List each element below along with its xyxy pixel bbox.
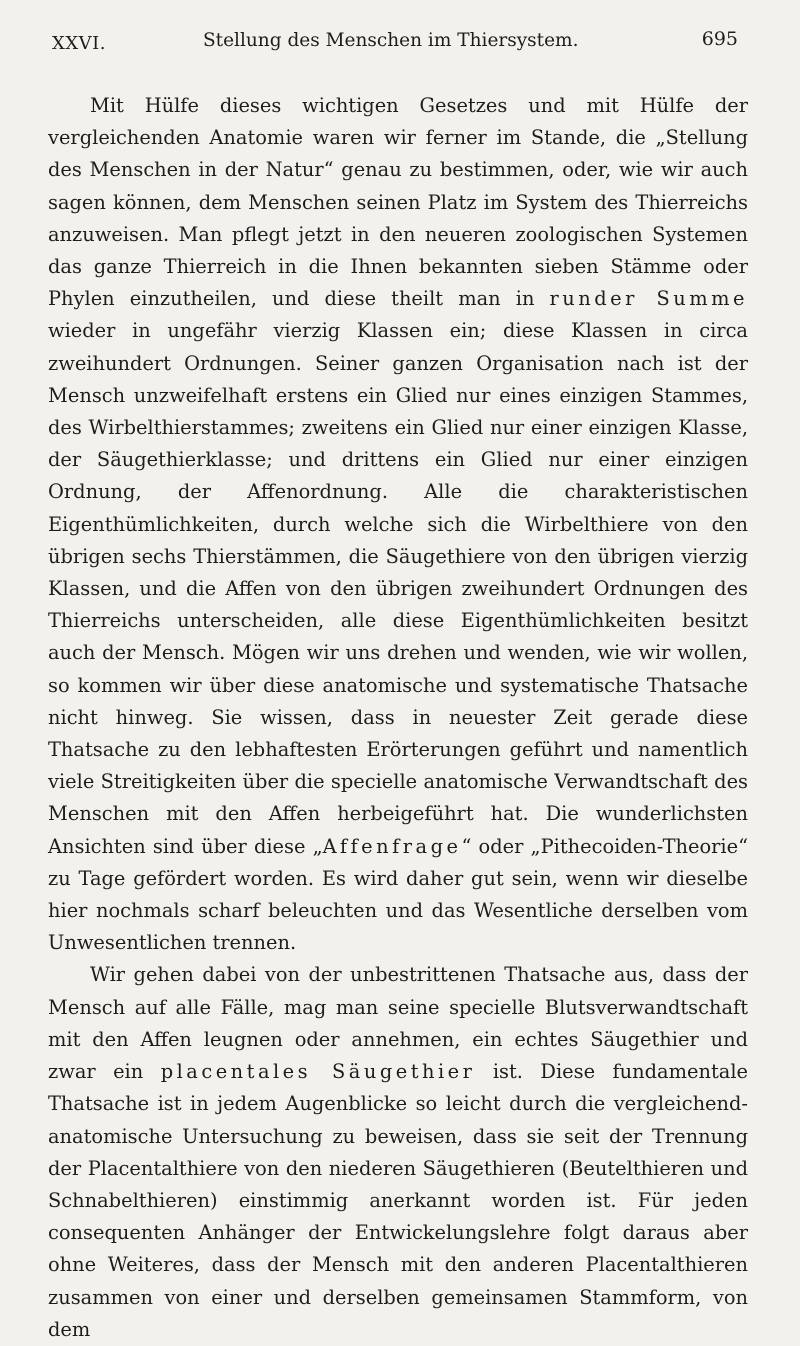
text-segment: Mit Hülfe dieses wichtigen Gesetzes und mit Hülfe der vergleichenden Anatomie waren wir ferner im Stande, die „Stellung des Menschen in der Natur“ genau zu bestimmen, oder, wie wir auch sagen können, dem Menschen seinen Platz im System des Thierreichs anzuweisen. Man pflegt jetzt in den neueren zoologischen Systemen das ganze Thierreich in die Ihnen bekannten sieben Stämme oder Phylen einzutheilen, und diese theilt man in: [48, 94, 748, 311]
running-title: Stellung des Menschen im Thiersystem.: [203, 30, 579, 51]
text-segment: ist. Diese fundamentale Thatsache ist in jedem Augenblicke so leicht durch die vergleichend-anatomische Untersuchung zu beweisen, dass sie seit der Trennung der Placentalthiere von den niederen Säugethieren (Beutelthieren und Schnabelthieren) einstimmig anerkannt worden ist. Für jeden consequenten Anhänger der Entwickelungslehre folgt daraus aber ohne Weiteres, dass der Mensch mit den anderen Placentalthieren zusammen von einer und derselben gemeinsamen Stammform, von dem: [48, 1060, 748, 1341]
text-segment: wieder in ungefähr vierzig Klassen ein; diese Klassen in circa zweihundert Ordnungen. Seiner ganzen Organisation nach ist der Mensch unzweifelhaft erstens ein Glied nur eines einzigen Stammes, des Wirbelthierstammes; zweitens ein Glied nur einer einzigen Klasse, der Säugethierklasse; und drittens ein Glied nur einer einzigen Ordnung, der Affenordnung. Alle die charakteristischen Eigenthümlichkeiten, durch welche sich die Wirbelthiere von den übrigen sechs Thierstämmen, die Säugethiere von den übrigen vierzig Klassen, und die Affen von den übrigen zweihundert Ordnungen des Thierreichs unterscheiden, alle diese Eigenthümlichkeiten besitzt auch der Mensch. Mögen wir uns drehen und wenden, wie wir wollen, so kommen wir über diese anatomische und systematische Thatsache nicht hinweg. Sie wissen, dass in neuester Zeit gerade diese Thatsache zu den lebhaftesten Erörterungen geführt und namentlich viele Streitigkeiten über die specielle anatomische Verwandtschaft des Menschen mit den Affen herbeigeführt hat. Die wunderlichsten Ansichten sind über diese „: [48, 319, 748, 858]
page-number: 695: [701, 28, 738, 50]
body-text: [48, 90, 748, 1346]
emphasized-term-placentales-saeugethier: placentales Säugethier: [160, 1060, 476, 1084]
paragraph-1: [48, 90, 748, 959]
emphasized-term-runder-summe: runder Summe: [549, 287, 748, 311]
text-segment: Wir gehen dabei von der unbestrittenen Thatsache aus, dass der Mensch auf alle Fälle, mag man seine specielle Blutsverwandtschaft mit den Affen leugnen oder annehmen, ein echtes Säugethier und zwar ein: [48, 963, 748, 1084]
paragraph-2: [48, 959, 748, 1345]
chapter-number: XXVI.: [52, 33, 106, 54]
running-header: [48, 28, 748, 68]
emphasized-term-affenfrage: Affenfrage: [322, 834, 462, 858]
text-segment: “ oder „Pithecoiden-Theorie“ zu Tage gefördert worden. Es wird daher gut sein, wenn wir dieselbe hier nochmals scharf beleuchten und das Wesentliche derselben vom Unwesentlichen trennen.: [48, 834, 748, 955]
